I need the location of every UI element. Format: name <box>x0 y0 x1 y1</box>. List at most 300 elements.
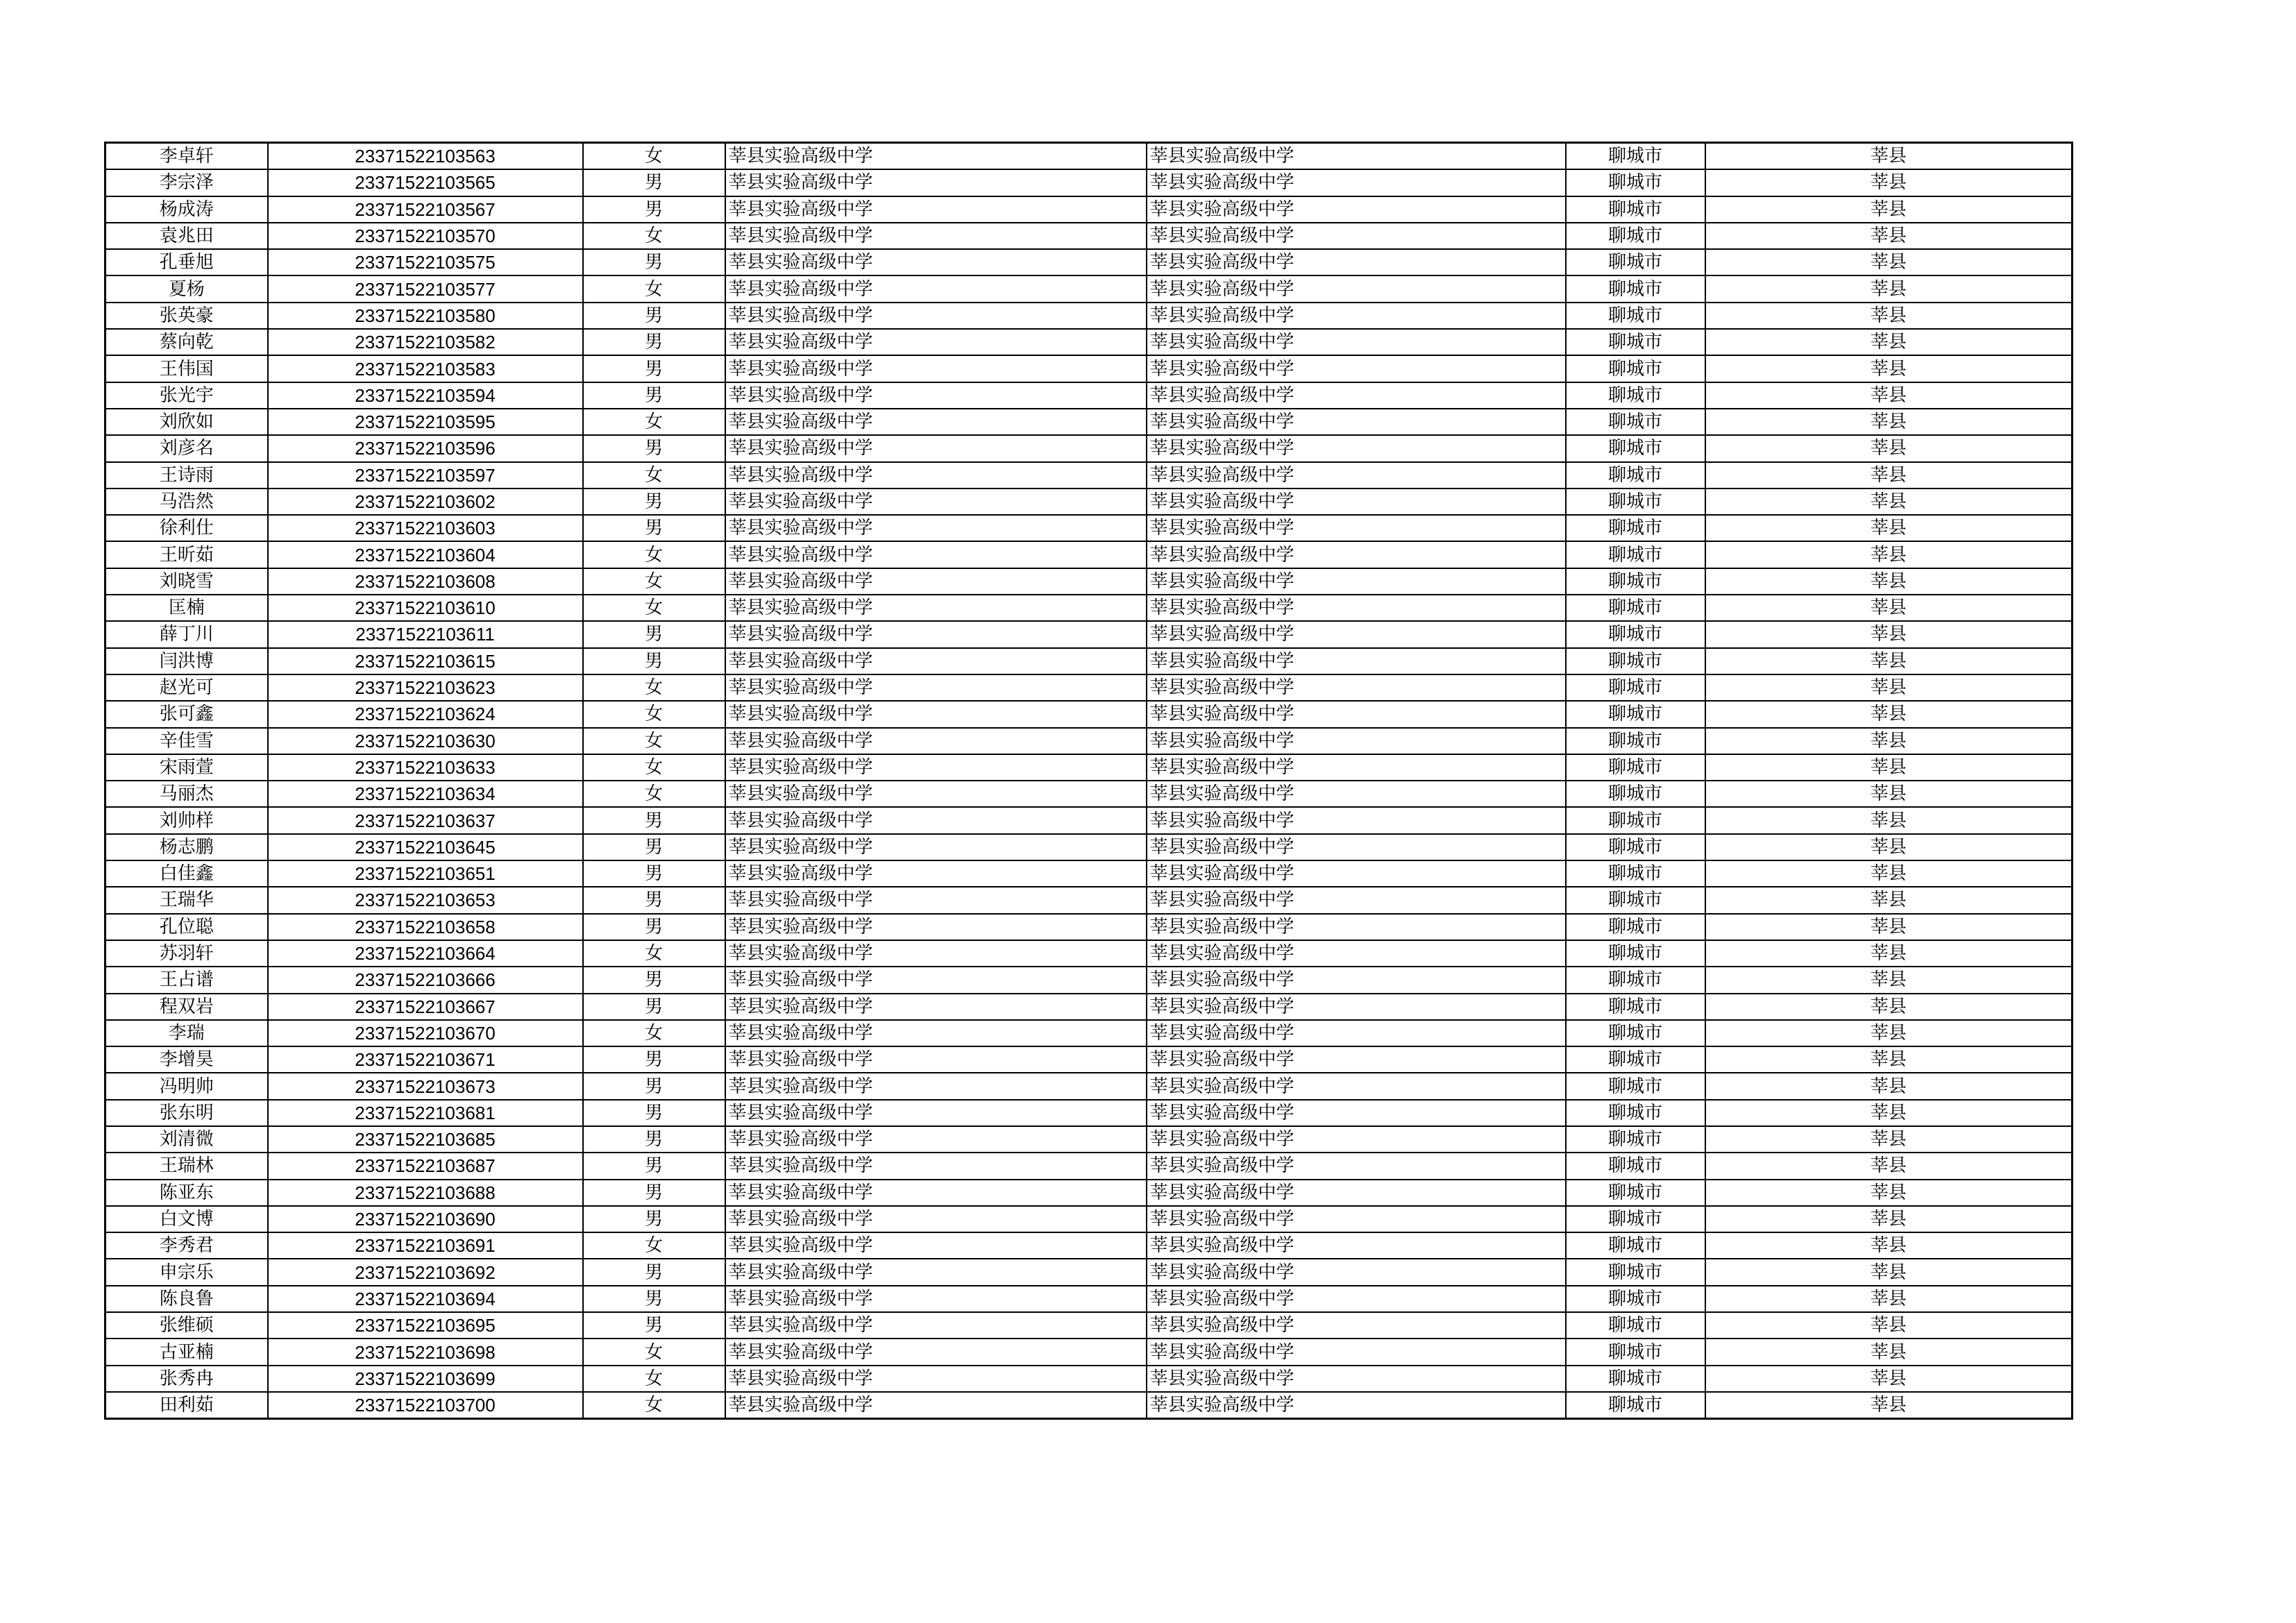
registered-school-cell: 莘县实验高级中学 <box>1147 754 1566 781</box>
exam-id-cell: 23371522103637 <box>268 807 583 833</box>
city-cell: 聊城市 <box>1566 834 1705 860</box>
county-cell: 莘县 <box>1705 860 2073 887</box>
table-row <box>105 674 2073 701</box>
county-cell: 莘县 <box>1705 435 2073 461</box>
registered-school-cell: 莘县实验高级中学 <box>1147 994 1566 1020</box>
student-name-cell: 李瑞 <box>105 1020 268 1046</box>
school-cell: 莘县实验高级中学 <box>725 1312 1147 1339</box>
registered-school-cell: 莘县实验高级中学 <box>1147 329 1566 355</box>
county-cell: 莘县 <box>1705 1392 2073 1419</box>
gender-cell: 男 <box>583 1073 725 1099</box>
school-cell: 莘县实验高级中学 <box>725 462 1147 488</box>
exam-id-cell: 23371522103658 <box>268 914 583 940</box>
registered-school-cell: 莘县实验高级中学 <box>1147 223 1566 249</box>
exam-id-cell: 23371522103688 <box>268 1180 583 1206</box>
registered-school-cell: 莘县实验高级中学 <box>1147 541 1566 568</box>
school-cell: 莘县实验高级中学 <box>725 169 1147 196</box>
table-row <box>105 994 2073 1020</box>
table-row <box>105 1392 2073 1419</box>
exam-id-cell: 23371522103681 <box>268 1100 583 1126</box>
county-cell: 莘县 <box>1705 1153 2073 1179</box>
exam-id-cell: 23371522103563 <box>268 143 583 170</box>
exam-id-cell: 23371522103694 <box>268 1286 583 1312</box>
registered-school-cell: 莘县实验高级中学 <box>1147 595 1566 621</box>
exam-id-cell: 23371522103570 <box>268 223 583 249</box>
school-cell: 莘县实验高级中学 <box>725 435 1147 461</box>
exam-id-cell: 23371522103611 <box>268 621 583 647</box>
county-cell: 莘县 <box>1705 1020 2073 1046</box>
city-cell: 聊城市 <box>1566 860 1705 887</box>
city-cell: 聊城市 <box>1566 1392 1705 1419</box>
registered-school-cell: 莘县实验高级中学 <box>1147 409 1566 435</box>
exam-id-cell: 23371522103582 <box>268 329 583 355</box>
exam-id-cell: 23371522103673 <box>268 1073 583 1099</box>
county-cell: 莘县 <box>1705 223 2073 249</box>
city-cell: 聊城市 <box>1566 223 1705 249</box>
student-name-cell: 田利茹 <box>105 1392 268 1419</box>
county-cell: 莘县 <box>1705 169 2073 196</box>
registered-school-cell: 莘县实验高级中学 <box>1147 860 1566 887</box>
city-cell: 聊城市 <box>1566 249 1705 275</box>
exam-id-cell: 23371522103664 <box>268 940 583 967</box>
county-cell: 莘县 <box>1705 887 2073 913</box>
student-name-cell: 刘欣如 <box>105 409 268 435</box>
exam-id-cell: 23371522103698 <box>268 1339 583 1365</box>
table-row <box>105 143 2073 170</box>
registered-school-cell: 莘县实验高级中学 <box>1147 1312 1566 1339</box>
county-cell: 莘县 <box>1705 1312 2073 1339</box>
school-cell: 莘县实验高级中学 <box>725 1073 1147 1099</box>
table-row <box>105 940 2073 967</box>
registered-school-cell: 莘县实验高级中学 <box>1147 967 1566 993</box>
county-cell: 莘县 <box>1705 382 2073 409</box>
school-cell: 莘县实验高级中学 <box>725 860 1147 887</box>
registered-school-cell: 莘县实验高级中学 <box>1147 1153 1566 1179</box>
registered-school-cell: 莘县实验高级中学 <box>1147 1020 1566 1046</box>
gender-cell: 男 <box>583 382 725 409</box>
gender-cell: 男 <box>583 1259 725 1285</box>
gender-cell: 男 <box>583 515 725 541</box>
city-cell: 聊城市 <box>1566 1286 1705 1312</box>
city-cell: 聊城市 <box>1566 329 1705 355</box>
city-cell: 聊城市 <box>1566 169 1705 196</box>
student-name-cell: 陈良鲁 <box>105 1286 268 1312</box>
city-cell: 聊城市 <box>1566 1153 1705 1179</box>
school-cell: 莘县实验高级中学 <box>725 488 1147 515</box>
city-cell: 聊城市 <box>1566 595 1705 621</box>
county-cell: 莘县 <box>1705 967 2073 993</box>
city-cell: 聊城市 <box>1566 914 1705 940</box>
county-cell: 莘县 <box>1705 409 2073 435</box>
gender-cell: 女 <box>583 674 725 701</box>
registered-school-cell: 莘县实验高级中学 <box>1147 1339 1566 1365</box>
student-name-cell: 王占谱 <box>105 967 268 993</box>
registered-school-cell: 莘县实验高级中学 <box>1147 621 1566 647</box>
student-name-cell: 张光宇 <box>105 382 268 409</box>
table-row <box>105 807 2073 833</box>
gender-cell: 女 <box>583 1339 725 1365</box>
student-name-cell: 古亚楠 <box>105 1339 268 1365</box>
city-cell: 聊城市 <box>1566 1100 1705 1126</box>
gender-cell: 女 <box>583 409 725 435</box>
school-cell: 莘县实验高级中学 <box>725 1392 1147 1419</box>
school-cell: 莘县实验高级中学 <box>725 807 1147 833</box>
exam-id-cell: 23371522103687 <box>268 1153 583 1179</box>
student-name-cell: 刘晓雪 <box>105 568 268 595</box>
county-cell: 莘县 <box>1705 940 2073 967</box>
gender-cell: 女 <box>583 1366 725 1392</box>
student-name-cell: 冯明帅 <box>105 1073 268 1099</box>
school-cell: 莘县实验高级中学 <box>725 914 1147 940</box>
city-cell: 聊城市 <box>1566 515 1705 541</box>
exam-id-cell: 23371522103608 <box>268 568 583 595</box>
table-row <box>105 621 2073 647</box>
student-name-cell: 杨志鹏 <box>105 834 268 860</box>
gender-cell: 男 <box>583 1286 725 1312</box>
registered-school-cell: 莘县实验高级中学 <box>1147 1126 1566 1153</box>
exam-id-cell: 23371522103690 <box>268 1206 583 1232</box>
table-row <box>105 1259 2073 1285</box>
school-cell: 莘县实验高级中学 <box>725 967 1147 993</box>
gender-cell: 男 <box>583 834 725 860</box>
school-cell: 莘县实验高级中学 <box>725 887 1147 913</box>
gender-cell: 女 <box>583 568 725 595</box>
county-cell: 莘县 <box>1705 1259 2073 1285</box>
city-cell: 聊城市 <box>1566 382 1705 409</box>
student-name-cell: 张东明 <box>105 1100 268 1126</box>
gender-cell: 男 <box>583 1126 725 1153</box>
school-cell: 莘县实验高级中学 <box>725 648 1147 674</box>
gender-cell: 男 <box>583 887 725 913</box>
gender-cell: 男 <box>583 435 725 461</box>
registered-school-cell: 莘县实验高级中学 <box>1147 515 1566 541</box>
registered-school-cell: 莘县实验高级中学 <box>1147 143 1566 170</box>
school-cell: 莘县实验高级中学 <box>725 1206 1147 1232</box>
city-cell: 聊城市 <box>1566 1020 1705 1046</box>
school-cell: 莘县实验高级中学 <box>725 1180 1147 1206</box>
table-row <box>105 275 2073 302</box>
exam-id-cell: 23371522103670 <box>268 1020 583 1046</box>
exam-id-cell: 23371522103577 <box>268 275 583 302</box>
gender-cell: 男 <box>583 1180 725 1206</box>
school-cell: 莘县实验高级中学 <box>725 541 1147 568</box>
school-cell: 莘县实验高级中学 <box>725 223 1147 249</box>
gender-cell: 男 <box>583 196 725 223</box>
gender-cell: 男 <box>583 648 725 674</box>
county-cell: 莘县 <box>1705 1206 2073 1232</box>
exam-id-cell: 23371522103580 <box>268 303 583 329</box>
gender-cell: 男 <box>583 1153 725 1179</box>
exam-id-cell: 23371522103695 <box>268 1312 583 1339</box>
table-row <box>105 967 2073 993</box>
county-cell: 莘县 <box>1705 1126 2073 1153</box>
county-cell: 莘县 <box>1705 781 2073 807</box>
student-name-cell: 苏羽轩 <box>105 940 268 967</box>
student-name-cell: 张可鑫 <box>105 701 268 727</box>
county-cell: 莘县 <box>1705 462 2073 488</box>
registered-school-cell: 莘县实验高级中学 <box>1147 355 1566 382</box>
gender-cell: 男 <box>583 1206 725 1232</box>
gender-cell: 女 <box>583 462 725 488</box>
table-row <box>105 249 2073 275</box>
registered-school-cell: 莘县实验高级中学 <box>1147 568 1566 595</box>
school-cell: 莘县实验高级中学 <box>725 1020 1147 1046</box>
student-name-cell: 程双岩 <box>105 994 268 1020</box>
table-row <box>105 1073 2073 1099</box>
gender-cell: 女 <box>583 940 725 967</box>
registered-school-cell: 莘县实验高级中学 <box>1147 382 1566 409</box>
county-cell: 莘县 <box>1705 807 2073 833</box>
exam-id-cell: 23371522103602 <box>268 488 583 515</box>
school-cell: 莘县实验高级中学 <box>725 143 1147 170</box>
table-row <box>105 329 2073 355</box>
registered-school-cell: 莘县实验高级中学 <box>1147 1392 1566 1419</box>
county-cell: 莘县 <box>1705 143 2073 170</box>
student-name-cell: 匡楠 <box>105 595 268 621</box>
student-name-cell: 王昕茹 <box>105 541 268 568</box>
table-row <box>105 223 2073 249</box>
table-row <box>105 355 2073 382</box>
registered-school-cell: 莘县实验高级中学 <box>1147 834 1566 860</box>
registered-school-cell: 莘县实验高级中学 <box>1147 1259 1566 1285</box>
city-cell: 聊城市 <box>1566 994 1705 1020</box>
school-cell: 莘县实验高级中学 <box>725 355 1147 382</box>
city-cell: 聊城市 <box>1566 781 1705 807</box>
county-cell: 莘县 <box>1705 621 2073 647</box>
gender-cell: 女 <box>583 1232 725 1259</box>
table-row <box>105 728 2073 754</box>
city-cell: 聊城市 <box>1566 1339 1705 1365</box>
city-cell: 聊城市 <box>1566 701 1705 727</box>
exam-id-cell: 23371522103666 <box>268 967 583 993</box>
table-row <box>105 1232 2073 1259</box>
county-cell: 莘县 <box>1705 728 2073 754</box>
county-cell: 莘县 <box>1705 1100 2073 1126</box>
county-cell: 莘县 <box>1705 568 2073 595</box>
school-cell: 莘县实验高级中学 <box>725 303 1147 329</box>
student-name-cell: 白文博 <box>105 1206 268 1232</box>
student-name-cell: 赵光可 <box>105 674 268 701</box>
school-cell: 莘县实验高级中学 <box>725 834 1147 860</box>
gender-cell: 女 <box>583 1392 725 1419</box>
school-cell: 莘县实验高级中学 <box>725 1046 1147 1073</box>
county-cell: 莘县 <box>1705 488 2073 515</box>
city-cell: 聊城市 <box>1566 143 1705 170</box>
exam-id-cell: 23371522103604 <box>268 541 583 568</box>
student-table <box>104 142 2073 1420</box>
exam-id-cell: 23371522103651 <box>268 860 583 887</box>
exam-id-cell: 23371522103596 <box>268 435 583 461</box>
registered-school-cell: 莘县实验高级中学 <box>1147 1100 1566 1126</box>
exam-id-cell: 23371522103597 <box>268 462 583 488</box>
table-row <box>105 196 2073 223</box>
school-cell: 莘县实验高级中学 <box>725 674 1147 701</box>
student-name-cell: 徐利仕 <box>105 515 268 541</box>
city-cell: 聊城市 <box>1566 728 1705 754</box>
gender-cell: 男 <box>583 914 725 940</box>
city-cell: 聊城市 <box>1566 196 1705 223</box>
gender-cell: 男 <box>583 1312 725 1339</box>
student-name-cell: 李增昊 <box>105 1046 268 1073</box>
city-cell: 聊城市 <box>1566 488 1705 515</box>
registered-school-cell: 莘县实验高级中学 <box>1147 488 1566 515</box>
gender-cell: 男 <box>583 488 725 515</box>
student-name-cell: 陈亚东 <box>105 1180 268 1206</box>
school-cell: 莘县实验高级中学 <box>725 1232 1147 1259</box>
table-row <box>105 303 2073 329</box>
gender-cell: 女 <box>583 754 725 781</box>
gender-cell: 女 <box>583 728 725 754</box>
student-name-cell: 宋雨萱 <box>105 754 268 781</box>
gender-cell: 男 <box>583 967 725 993</box>
table-row <box>105 834 2073 860</box>
county-cell: 莘县 <box>1705 648 2073 674</box>
student-name-cell: 申宗乐 <box>105 1259 268 1285</box>
county-cell: 莘县 <box>1705 355 2073 382</box>
school-cell: 莘县实验高级中学 <box>725 595 1147 621</box>
gender-cell: 男 <box>583 994 725 1020</box>
table-row <box>105 1339 2073 1365</box>
exam-id-cell: 23371522103700 <box>268 1392 583 1419</box>
table-row <box>105 914 2073 940</box>
registered-school-cell: 莘县实验高级中学 <box>1147 728 1566 754</box>
school-cell: 莘县实验高级中学 <box>725 621 1147 647</box>
student-name-cell: 蔡向乾 <box>105 329 268 355</box>
county-cell: 莘县 <box>1705 541 2073 568</box>
student-name-cell: 刘清微 <box>105 1126 268 1153</box>
school-cell: 莘县实验高级中学 <box>725 568 1147 595</box>
city-cell: 聊城市 <box>1566 1232 1705 1259</box>
school-cell: 莘县实验高级中学 <box>725 515 1147 541</box>
table-row <box>105 409 2073 435</box>
city-cell: 聊城市 <box>1566 1126 1705 1153</box>
exam-id-cell: 23371522103610 <box>268 595 583 621</box>
gender-cell: 女 <box>583 1020 725 1046</box>
table-row <box>105 1126 2073 1153</box>
school-cell: 莘县实验高级中学 <box>725 754 1147 781</box>
table-row <box>105 1286 2073 1312</box>
table-row <box>105 1366 2073 1392</box>
registered-school-cell: 莘县实验高级中学 <box>1147 1046 1566 1073</box>
student-name-cell: 李卓轩 <box>105 143 268 170</box>
exam-id-cell: 23371522103615 <box>268 648 583 674</box>
city-cell: 聊城市 <box>1566 967 1705 993</box>
table-row <box>105 887 2073 913</box>
exam-id-cell: 23371522103691 <box>268 1232 583 1259</box>
registered-school-cell: 莘县实验高级中学 <box>1147 196 1566 223</box>
exam-id-cell: 23371522103699 <box>268 1366 583 1392</box>
school-cell: 莘县实验高级中学 <box>725 1366 1147 1392</box>
registered-school-cell: 莘县实验高级中学 <box>1147 1206 1566 1232</box>
table-row <box>105 541 2073 568</box>
gender-cell: 男 <box>583 860 725 887</box>
school-cell: 莘县实验高级中学 <box>725 728 1147 754</box>
city-cell: 聊城市 <box>1566 621 1705 647</box>
exam-id-cell: 23371522103633 <box>268 754 583 781</box>
student-name-cell: 杨成涛 <box>105 196 268 223</box>
student-name-cell: 王瑞林 <box>105 1153 268 1179</box>
exam-id-cell: 23371522103624 <box>268 701 583 727</box>
gender-cell: 女 <box>583 781 725 807</box>
school-cell: 莘县实验高级中学 <box>725 1100 1147 1126</box>
exam-id-cell: 23371522103645 <box>268 834 583 860</box>
student-name-cell: 夏杨 <box>105 275 268 302</box>
county-cell: 莘县 <box>1705 754 2073 781</box>
city-cell: 聊城市 <box>1566 648 1705 674</box>
exam-id-cell: 23371522103594 <box>268 382 583 409</box>
school-cell: 莘县实验高级中学 <box>725 275 1147 302</box>
registered-school-cell: 莘县实验高级中学 <box>1147 781 1566 807</box>
school-cell: 莘县实验高级中学 <box>725 249 1147 275</box>
city-cell: 聊城市 <box>1566 1366 1705 1392</box>
exam-id-cell: 23371522103583 <box>268 355 583 382</box>
gender-cell: 男 <box>583 249 725 275</box>
student-name-cell: 刘彦名 <box>105 435 268 461</box>
gender-cell: 女 <box>583 223 725 249</box>
gender-cell: 男 <box>583 303 725 329</box>
city-cell: 聊城市 <box>1566 568 1705 595</box>
city-cell: 聊城市 <box>1566 303 1705 329</box>
county-cell: 莘县 <box>1705 1180 2073 1206</box>
student-name-cell: 刘帅样 <box>105 807 268 833</box>
table-row <box>105 860 2073 887</box>
school-cell: 莘县实验高级中学 <box>725 329 1147 355</box>
school-cell: 莘县实验高级中学 <box>725 409 1147 435</box>
registered-school-cell: 莘县实验高级中学 <box>1147 648 1566 674</box>
county-cell: 莘县 <box>1705 701 2073 727</box>
student-name-cell: 袁兆田 <box>105 223 268 249</box>
county-cell: 莘县 <box>1705 595 2073 621</box>
table-row <box>105 701 2073 727</box>
school-cell: 莘县实验高级中学 <box>725 1153 1147 1179</box>
registered-school-cell: 莘县实验高级中学 <box>1147 275 1566 302</box>
county-cell: 莘县 <box>1705 1286 2073 1312</box>
student-name-cell: 王伟国 <box>105 355 268 382</box>
county-cell: 莘县 <box>1705 515 2073 541</box>
county-cell: 莘县 <box>1705 1046 2073 1073</box>
registered-school-cell: 莘县实验高级中学 <box>1147 1232 1566 1259</box>
county-cell: 莘县 <box>1705 1232 2073 1259</box>
city-cell: 聊城市 <box>1566 462 1705 488</box>
city-cell: 聊城市 <box>1566 1259 1705 1285</box>
county-cell: 莘县 <box>1705 674 2073 701</box>
registered-school-cell: 莘县实验高级中学 <box>1147 169 1566 196</box>
school-cell: 莘县实验高级中学 <box>725 382 1147 409</box>
school-cell: 莘县实验高级中学 <box>725 940 1147 967</box>
registered-school-cell: 莘县实验高级中学 <box>1147 940 1566 967</box>
registered-school-cell: 莘县实验高级中学 <box>1147 303 1566 329</box>
registered-school-cell: 莘县实验高级中学 <box>1147 701 1566 727</box>
registered-school-cell: 莘县实验高级中学 <box>1147 1286 1566 1312</box>
table-row <box>105 1312 2073 1339</box>
gender-cell: 女 <box>583 143 725 170</box>
table-row <box>105 568 2073 595</box>
city-cell: 聊城市 <box>1566 807 1705 833</box>
gender-cell: 女 <box>583 275 725 302</box>
city-cell: 聊城市 <box>1566 435 1705 461</box>
exam-id-cell: 23371522103567 <box>268 196 583 223</box>
school-cell: 莘县实验高级中学 <box>725 1286 1147 1312</box>
table-row <box>105 488 2073 515</box>
exam-id-cell: 23371522103623 <box>268 674 583 701</box>
school-cell: 莘县实验高级中学 <box>725 1259 1147 1285</box>
county-cell: 莘县 <box>1705 249 2073 275</box>
gender-cell: 男 <box>583 355 725 382</box>
registered-school-cell: 莘县实验高级中学 <box>1147 1180 1566 1206</box>
student-name-cell: 李宗泽 <box>105 169 268 196</box>
student-name-cell: 孔位聪 <box>105 914 268 940</box>
student-name-cell: 闫洪博 <box>105 648 268 674</box>
